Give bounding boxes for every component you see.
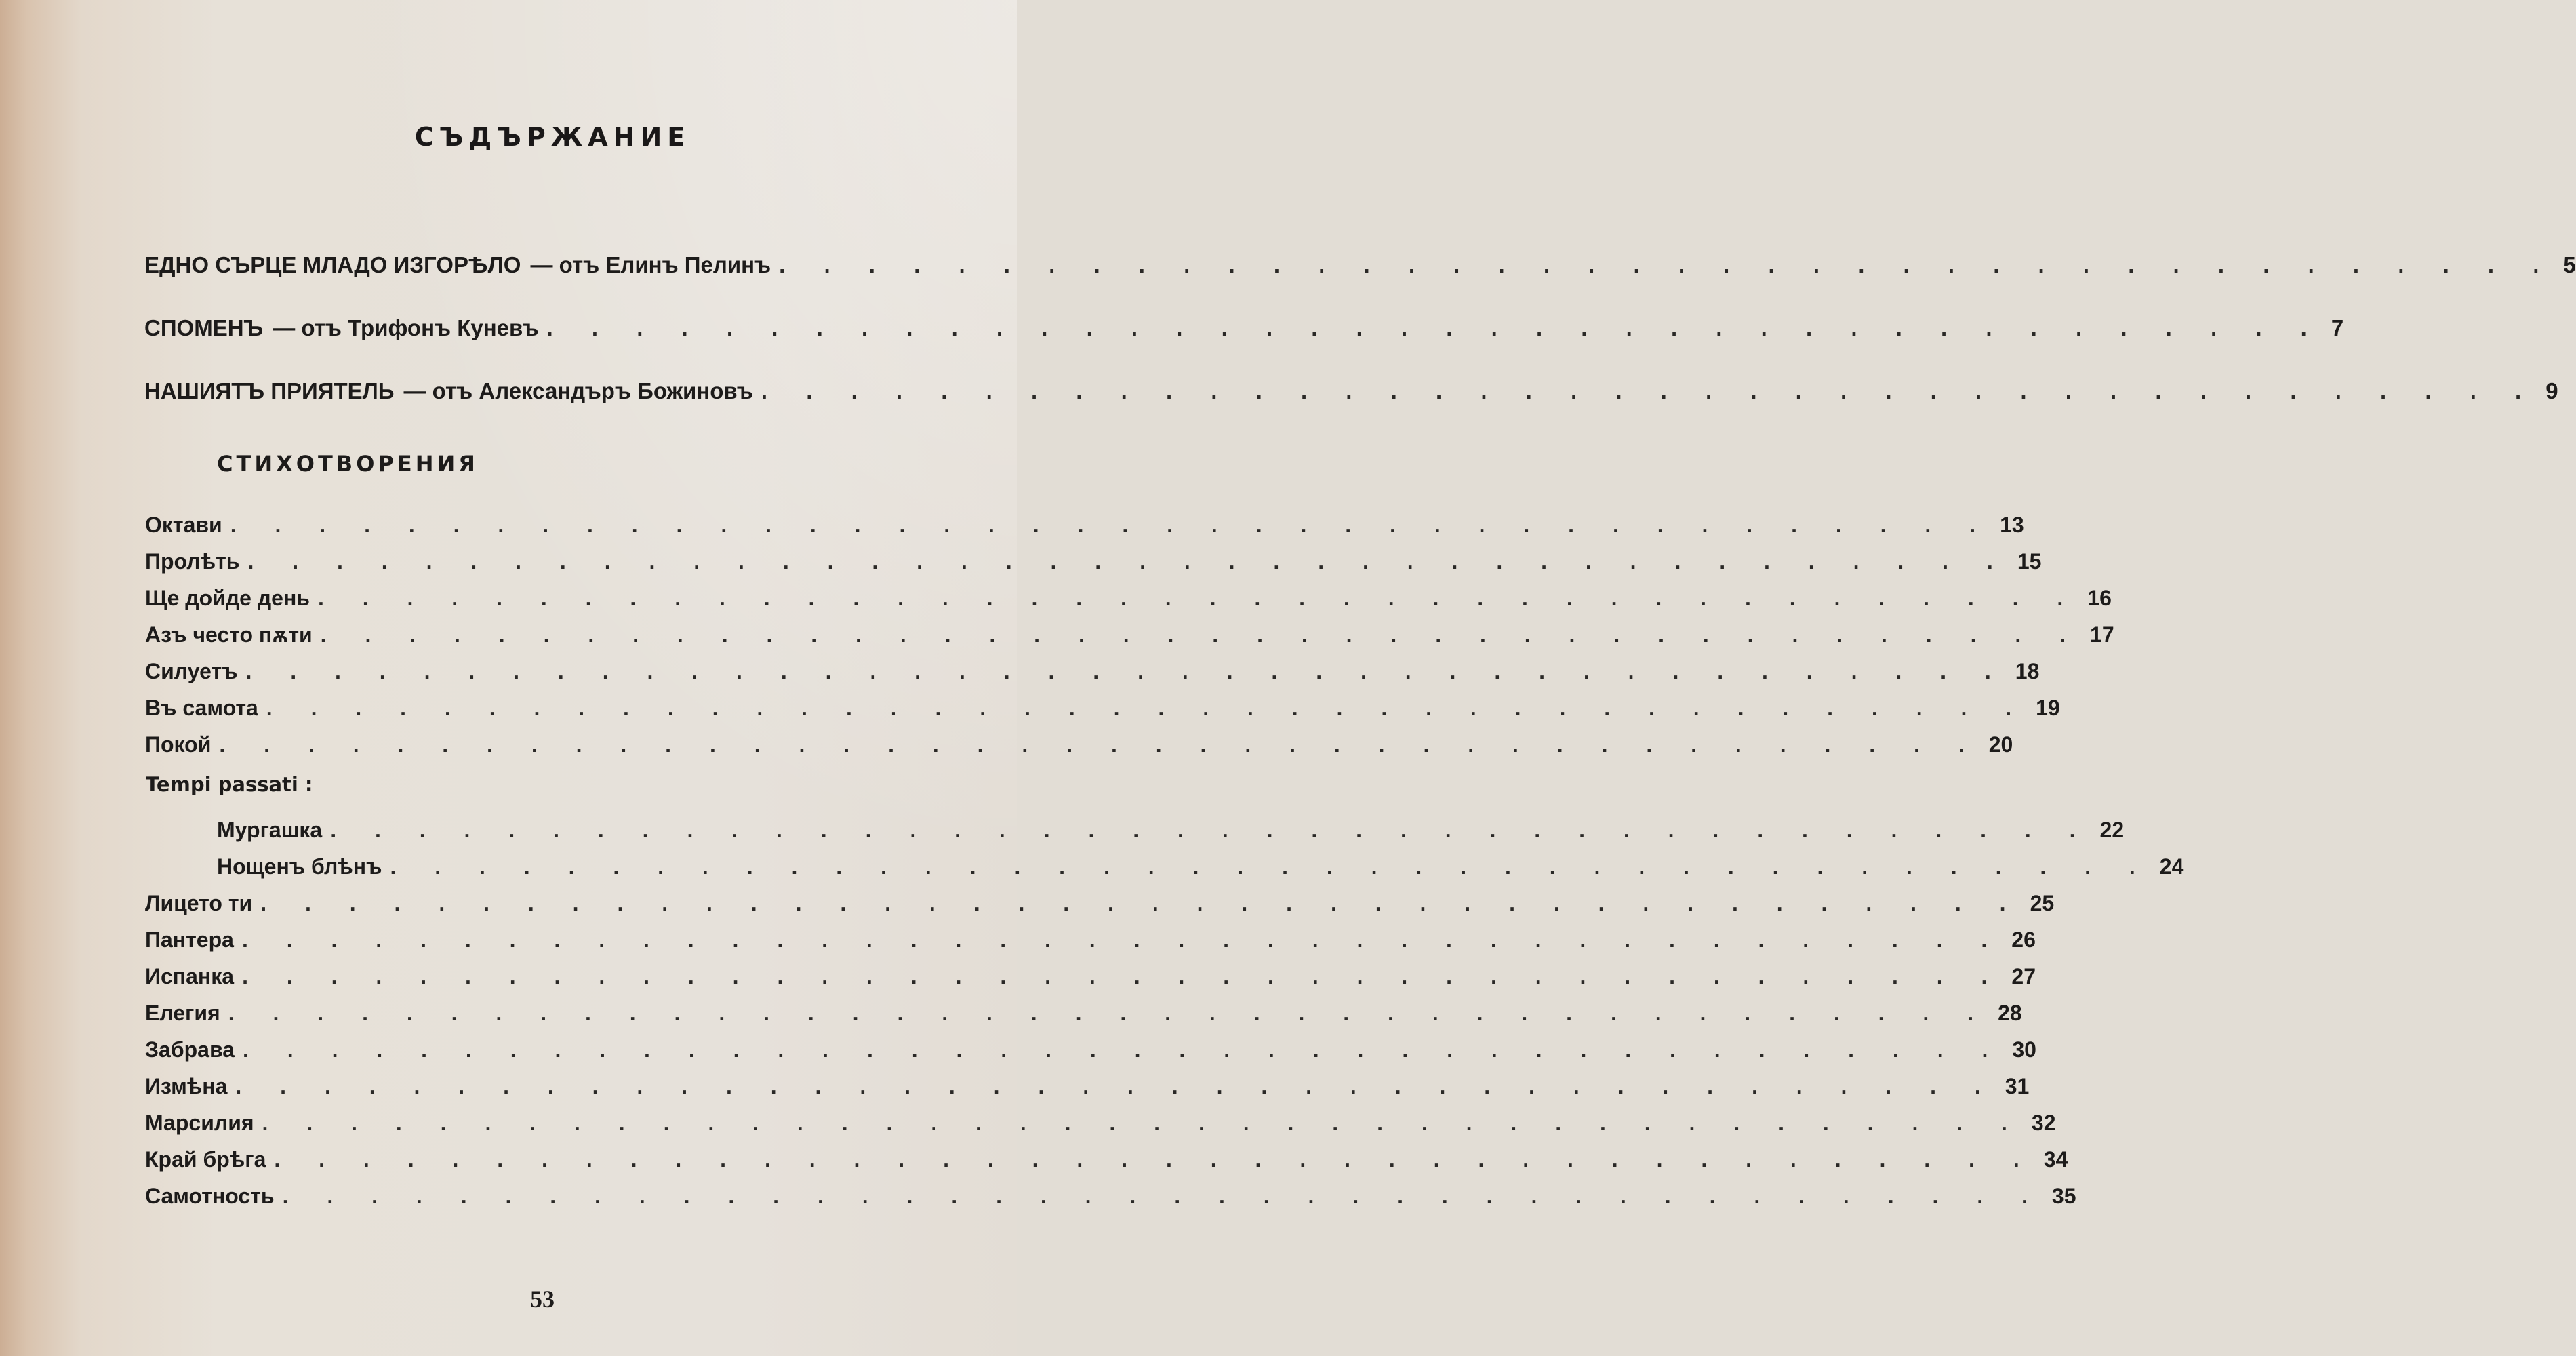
toc-entry[interactable] bbox=[145, 732, 2013, 757]
entry-author: — отъ Елинъ Пелинъ bbox=[530, 252, 771, 277]
toc-entry[interactable] bbox=[145, 1111, 2056, 1136]
dot-leader: . . . . . . . . . . . . . . . . . . . . . . . . . . . . . . . . . . . . . . . . bbox=[260, 891, 2022, 915]
page-number: 53 bbox=[530, 1285, 555, 1313]
entry-page: 16 bbox=[2087, 586, 2112, 610]
dot-leader: . . . . . . . . . . . . . . . . . . . . . . . . . . . . . . . . . . . . . . . . bbox=[241, 928, 2004, 952]
entry-page: 35 bbox=[2051, 1184, 2076, 1208]
dot-leader: . . . . . . . . . . . . . . . . . . . . . . . . . . . . . . . . . . . . . . . . bbox=[266, 696, 2028, 720]
dot-leader: . . . . . . . . . . . . . . . . . . . . . . . . . . . . . . . . . . . . . . . . bbox=[761, 378, 2538, 403]
dot-leader: . . . . . . . . . . . . . . . . . . . . . . . . . . . . . . . . . . . . . . . . bbox=[242, 964, 2004, 989]
toc-entry[interactable] bbox=[145, 1001, 2022, 1026]
entry-page: 28 bbox=[1998, 1001, 2022, 1025]
entry-title: Пантера bbox=[145, 928, 234, 952]
entry-page: 31 bbox=[2005, 1074, 2030, 1098]
entry-title: Мургашка bbox=[217, 818, 323, 842]
poems-heading: СТИХОТВОРЕНИЯ bbox=[217, 451, 479, 477]
entry-title: Въ самота bbox=[145, 696, 258, 720]
entry-title: НАШИЯТЪ ПРИЯТЕЛЬ bbox=[144, 378, 395, 403]
entry-page: 32 bbox=[2031, 1111, 2056, 1135]
entry-page: 15 bbox=[2017, 549, 2042, 574]
dot-leader: . . . . . . . . . . . . . . . . . . . . . . . . . . . . . . . . . . . . . . . . bbox=[546, 315, 2323, 340]
entry-title: ЕДНО СЪРЦЕ МЛАДО ИЗГОРѢЛО bbox=[144, 252, 521, 277]
entry-title: Силуетъ bbox=[145, 659, 238, 683]
dot-leader: . . . . . . . . . . . . . . . . . . . . . . . . . . . . . . . . . . . . . . . . bbox=[317, 586, 2080, 610]
entry-page: 26 bbox=[2011, 928, 2036, 952]
dot-leader: . . . . . . . . . . . . . . . . . . . . . . . . . . . . . . . . . . . . . . . . bbox=[320, 622, 2082, 647]
toc-entry[interactable] bbox=[145, 1074, 2030, 1099]
entry-page: 34 bbox=[2043, 1147, 2068, 1172]
entry-title: Самотность bbox=[145, 1184, 275, 1208]
entry-page: 17 bbox=[2090, 622, 2114, 647]
dot-leader: . . . . . . . . . . . . . . . . . . . . . . . . . . . . . . . . . . . . . . . . bbox=[230, 513, 1992, 537]
dot-leader: . . . . . . . . . . . . . . . . . . . . . . . . . . . . . . . . . . . . . . . . bbox=[274, 1147, 2036, 1172]
entry-title: СПОМЕНЪ bbox=[144, 315, 264, 340]
entry-title: Забрава bbox=[145, 1037, 235, 1062]
entry-page: 7 bbox=[2331, 315, 2344, 340]
toc-entry[interactable] bbox=[145, 928, 2036, 953]
entry-page: 5 bbox=[2563, 252, 2576, 277]
toc-entry[interactable] bbox=[144, 252, 2576, 278]
entry-title: Испанка bbox=[145, 964, 235, 989]
dot-leader: . . . . . . . . . . . . . . . . . . . . . . . . . . . . . . . . . . . . . . . . bbox=[235, 1074, 1997, 1098]
entry-page: 18 bbox=[2015, 659, 2040, 683]
dot-leader: . . . . . . . . . . . . . . . . . . . . . . . . . . . . . . . . . . . . . . . . bbox=[779, 252, 2556, 277]
entry-author: — отъ Александъръ Божиновъ bbox=[403, 378, 753, 403]
dot-leader: . . . . . . . . . . . . . . . . . . . . . . . . . . . . . . . . . . . . . . . . bbox=[219, 732, 1981, 757]
toc-entry[interactable] bbox=[145, 1147, 2068, 1172]
dot-leader: . . . . . . . . . . . . . . . . . . . . . . . . . . . . . . . . . . . . . . . . bbox=[228, 1001, 1990, 1025]
toc-entry[interactable] bbox=[217, 818, 2125, 843]
dot-leader: . . . . . . . . . . . . . . . . . . . . . . . . . . . . . . . . . . . . . . . . bbox=[247, 549, 2009, 574]
toc-entry[interactable] bbox=[144, 315, 2344, 341]
entry-page: 20 bbox=[1988, 732, 2013, 757]
entry-page: 30 bbox=[2012, 1037, 2036, 1062]
toc-entry[interactable] bbox=[145, 513, 2024, 538]
entry-title: Нощенъ блѣнъ bbox=[217, 854, 382, 879]
toc-entry[interactable] bbox=[145, 659, 2040, 684]
toc-entry[interactable] bbox=[145, 964, 2036, 989]
toc-entry[interactable] bbox=[145, 696, 2060, 721]
entry-page: 19 bbox=[2036, 696, 2060, 720]
dot-leader: . . . . . . . . . . . . . . . . . . . . . . . . . . . . . . . . . . . . . . . . bbox=[330, 818, 2092, 842]
entry-title: Ще дойде день bbox=[145, 586, 310, 610]
dot-leader: . . . . . . . . . . . . . . . . . . . . . . . . . . . . . . . . . . . . . . . . bbox=[282, 1184, 2044, 1208]
group-label: Tempi passati : bbox=[146, 773, 313, 796]
toc-entry[interactable] bbox=[145, 1037, 2036, 1062]
dot-leader: . . . . . . . . . . . . . . . . . . . . . . . . . . . . . . . . . . . . . . . . bbox=[243, 1037, 2005, 1062]
entry-title: Измѣна bbox=[145, 1074, 228, 1098]
entry-title: Покой bbox=[145, 732, 212, 757]
entry-author: — отъ Трифонъ Куневъ bbox=[273, 315, 539, 340]
entry-page: 27 bbox=[2011, 964, 2036, 989]
dot-leader: . . . . . . . . . . . . . . . . . . . . . . . . . . . . . . . . . . . . . . . . bbox=[262, 1111, 2024, 1135]
toc-entry[interactable] bbox=[145, 1184, 2076, 1209]
dot-leader: . . . . . . . . . . . . . . . . . . . . . . . . . . . . . . . . . . . . . . . . bbox=[245, 659, 2007, 683]
entry-title: Октави bbox=[145, 513, 222, 537]
toc-entry[interactable] bbox=[217, 854, 2184, 879]
toc-entry[interactable] bbox=[145, 586, 2112, 611]
toc-entry[interactable] bbox=[145, 549, 2042, 574]
entry-title: Азъ често пѫти bbox=[145, 622, 313, 647]
entry-title: Елегия bbox=[145, 1001, 220, 1025]
entry-page: 9 bbox=[2545, 378, 2558, 403]
entry-title: Край брѣга bbox=[145, 1147, 266, 1172]
toc-entry[interactable] bbox=[144, 378, 2558, 404]
toc-entry[interactable] bbox=[145, 622, 2114, 647]
entry-title: Марсилия bbox=[145, 1111, 254, 1135]
dot-leader: . . . . . . . . . . . . . . . . . . . . . . . . . . . . . . . . . . . . . . . . bbox=[390, 854, 2152, 879]
entry-page: 22 bbox=[2099, 818, 2125, 842]
entry-page: 13 bbox=[2000, 513, 2024, 537]
toc-entry[interactable] bbox=[145, 891, 2055, 916]
entry-page: 24 bbox=[2159, 854, 2184, 879]
contents-heading: СЪДЪРЖАНИЕ bbox=[414, 122, 691, 152]
entry-page: 25 bbox=[2030, 891, 2055, 915]
entry-title: Лицето ти bbox=[145, 891, 253, 915]
entry-title: Пролѣть bbox=[145, 549, 240, 574]
